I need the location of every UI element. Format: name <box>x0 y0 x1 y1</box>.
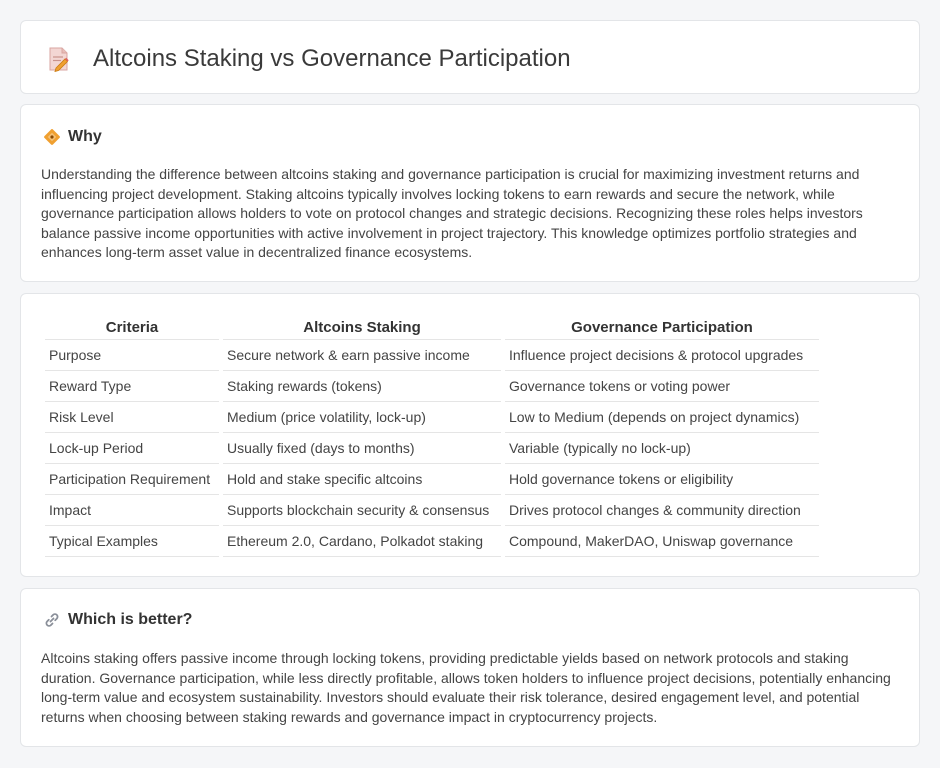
table-row <box>45 526 819 557</box>
table-row <box>45 371 819 402</box>
why-title: Why <box>68 128 102 145</box>
why-heading <box>43 128 102 146</box>
table-cell: Compound, MakerDAO, Uniswap governance <box>505 526 819 557</box>
table-cell: Influence project decisions & protocol upgrades <box>505 340 819 371</box>
table-cell: Hold and stake specific altcoins <box>223 464 501 495</box>
why-paragraph: Understanding the difference between altcoins staking and governance participation is crucial for maximizing investment returns and influencing project development. Staking altcoins typically involves locking tokens to earn rewards and secure the network, while governance participation allows holders to vote on protocol changes and strategic decisions. Recognizing these roles helps investors balance passive income opportunities with active involvement in project trajectory. This knowledge optimizes portfolio strategies and enhances long-term asset value in decentralized finance ecosystems. <box>41 166 863 261</box>
table-cell: Impact <box>45 495 219 526</box>
table-cell: Drives protocol changes & community direction <box>505 495 819 526</box>
table-cell: Usually fixed (days to months) <box>223 433 501 464</box>
header-criteria: Criteria <box>45 316 219 340</box>
diamond-warning-icon <box>43 128 61 146</box>
table-cell: Purpose <box>45 340 219 371</box>
table-cell: Ethereum 2.0, Cardano, Polkadot staking <box>223 526 501 557</box>
table-cell: Staking rewards (tokens) <box>223 371 501 402</box>
comparison-section <box>20 293 920 577</box>
why-section <box>20 104 920 282</box>
table-cell: Low to Medium (depends on project dynamics) <box>505 402 819 433</box>
table-cell: Risk Level <box>45 402 219 433</box>
table-header-row <box>45 316 819 340</box>
table-cell: Participation Requirement <box>45 464 219 495</box>
header-altcoins-staking: Altcoins Staking <box>223 316 501 340</box>
link-icon <box>43 611 61 629</box>
which-is-better-section <box>20 588 920 747</box>
table-row <box>45 402 819 433</box>
table-row <box>45 340 819 371</box>
table-cell: Governance tokens or voting power <box>505 371 819 402</box>
comparison-table <box>41 316 823 557</box>
table-cell: Typical Examples <box>45 526 219 557</box>
better-title: Which is better? <box>68 611 193 628</box>
document-edit-icon <box>47 46 71 72</box>
table-cell: Secure network & earn passive income <box>223 340 501 371</box>
header-governance-participation: Governance Participation <box>505 316 819 340</box>
table-cell: Medium (price volatility, lock-up) <box>223 402 501 433</box>
table-row <box>45 495 819 526</box>
better-paragraph: Altcoins staking offers passive income through locking tokens, providing predictable yields based on network protocols and staking duration. Governance participation, while less directly profitable, allows token holders to influence project decisions, potentially enhancing long-term value and ecosystem sustainability. Investors should evaluate their risk tolerance, desired engagement level, and potential returns when choosing between staking rewards and governance impact in cryptocurrency projects. <box>41 650 891 725</box>
table-row <box>45 433 819 464</box>
page-title-row <box>47 45 571 73</box>
table-cell: Supports blockchain security & consensus <box>223 495 501 526</box>
better-heading <box>43 611 192 629</box>
table-cell: Reward Type <box>45 371 219 402</box>
table-cell: Variable (typically no lock-up) <box>505 433 819 464</box>
table-row <box>45 464 819 495</box>
page-title: Altcoins Staking vs Governance Participation <box>93 45 571 72</box>
table-cell: Hold governance tokens or eligibility <box>505 464 819 495</box>
table-cell: Lock-up Period <box>45 433 219 464</box>
header-card <box>20 20 920 94</box>
